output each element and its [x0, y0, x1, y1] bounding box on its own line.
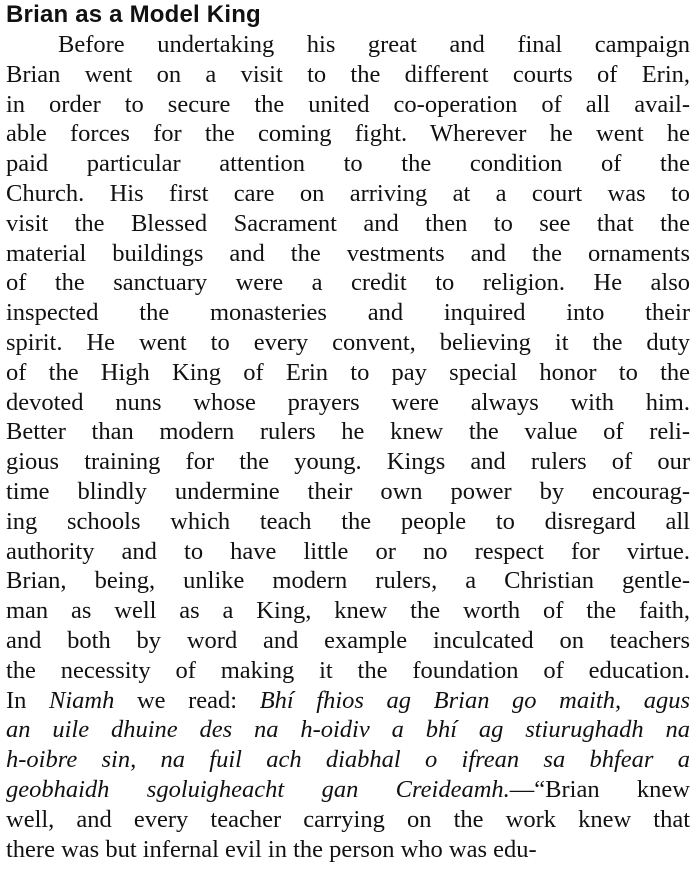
text-line — [6, 298, 690, 328]
text-run: material buildings and the vestments and the ornaments — [6, 239, 690, 267]
text-line — [6, 775, 690, 805]
text-line — [6, 417, 690, 447]
text-run: in order to secure the united co-operation of all avail- — [6, 90, 690, 118]
text-run: inspected the monasteries and inquired into their — [6, 299, 690, 327]
text-line — [6, 358, 690, 388]
italic-text: Niamh — [49, 686, 115, 714]
text-run: and both by word and example inculcated on teachers — [6, 626, 690, 654]
text-run: well, and every teacher carrying on the work knew that — [6, 805, 690, 833]
italic-text: an uile dhuine des na h-oidiv a bhí ag stiurughadh na — [6, 716, 690, 744]
text-line — [6, 149, 690, 179]
text-run: Brian, being, unlike modern rulers, a Christian gentle- — [6, 567, 690, 595]
text-line — [6, 715, 690, 745]
section-heading: Brian as a Model King — [6, 1, 261, 28]
text-run: —“Brian knew — [509, 775, 691, 803]
text-run: In — [6, 686, 50, 714]
text-line — [6, 90, 690, 120]
text-run: able forces for the coming fight. Wherever he went he — [6, 120, 690, 148]
text-run: of the High King of Erin to pay special honor to the — [6, 358, 690, 386]
text-line — [6, 537, 690, 567]
body-paragraph — [6, 30, 690, 864]
text-line — [6, 477, 690, 507]
text-run: man as well as a King, knew the worth of the faith, — [6, 597, 690, 625]
text-line — [6, 805, 690, 835]
text-line — [6, 60, 690, 90]
text-run: time blindly undermine their own power by encourag- — [6, 477, 690, 505]
text-line — [6, 566, 690, 596]
text-line — [6, 745, 690, 775]
text-line — [6, 507, 690, 537]
italic-text: geobhaidh sgoluigheacht gan Creideamh. — [6, 775, 510, 803]
text-line — [6, 626, 690, 656]
text-line — [6, 686, 690, 716]
text-line — [6, 596, 690, 626]
text-run: Better than modern rulers he knew the value of reli- — [6, 418, 690, 446]
text-line — [6, 835, 690, 865]
text-run: the necessity of making it the foundation of education. — [6, 656, 690, 684]
italic-text: Bhí fhios ag Brian go maith, agus — [259, 686, 690, 714]
text-run: devoted nuns whose prayers were always with him. — [6, 388, 690, 416]
text-line — [6, 239, 690, 269]
text-line — [6, 119, 690, 149]
text-run: paid particular attention to the condition of the — [6, 150, 690, 178]
text-run: of the sanctuary were a credit to religion. He also — [6, 269, 690, 297]
text-run: visit the Blessed Sacrament and then to see that the — [6, 209, 690, 237]
text-line — [6, 656, 690, 686]
text-run: we read: — [114, 686, 260, 714]
text-run: ing schools which teach the people to disregard all — [6, 507, 690, 535]
text-run: authority and to have little or no respect for virtue. — [6, 537, 690, 565]
text-line — [6, 328, 690, 358]
text-line — [6, 30, 690, 60]
text-line — [6, 179, 690, 209]
text-run: Church. His first care on arriving at a court was to — [6, 179, 690, 207]
text-run: spirit. He went to every convent, believing it the duty — [6, 328, 690, 356]
text-line — [6, 209, 690, 239]
text-run: gious training for the young. Kings and rulers of our — [6, 448, 690, 476]
document-page — [6, 0, 690, 864]
text-run: Before undertaking his great and final campaign — [58, 31, 690, 58]
text-line — [6, 447, 690, 477]
text-line — [6, 268, 690, 298]
text-run: there was but infernal evil in the person who was edu- — [6, 835, 537, 863]
text-run: Brian went on a visit to the different courts of Erin, — [6, 60, 690, 88]
text-line — [6, 388, 690, 418]
italic-text: h-oibre sin, na fuil ach diabhal o ifrean sa bhfear a — [6, 746, 690, 774]
